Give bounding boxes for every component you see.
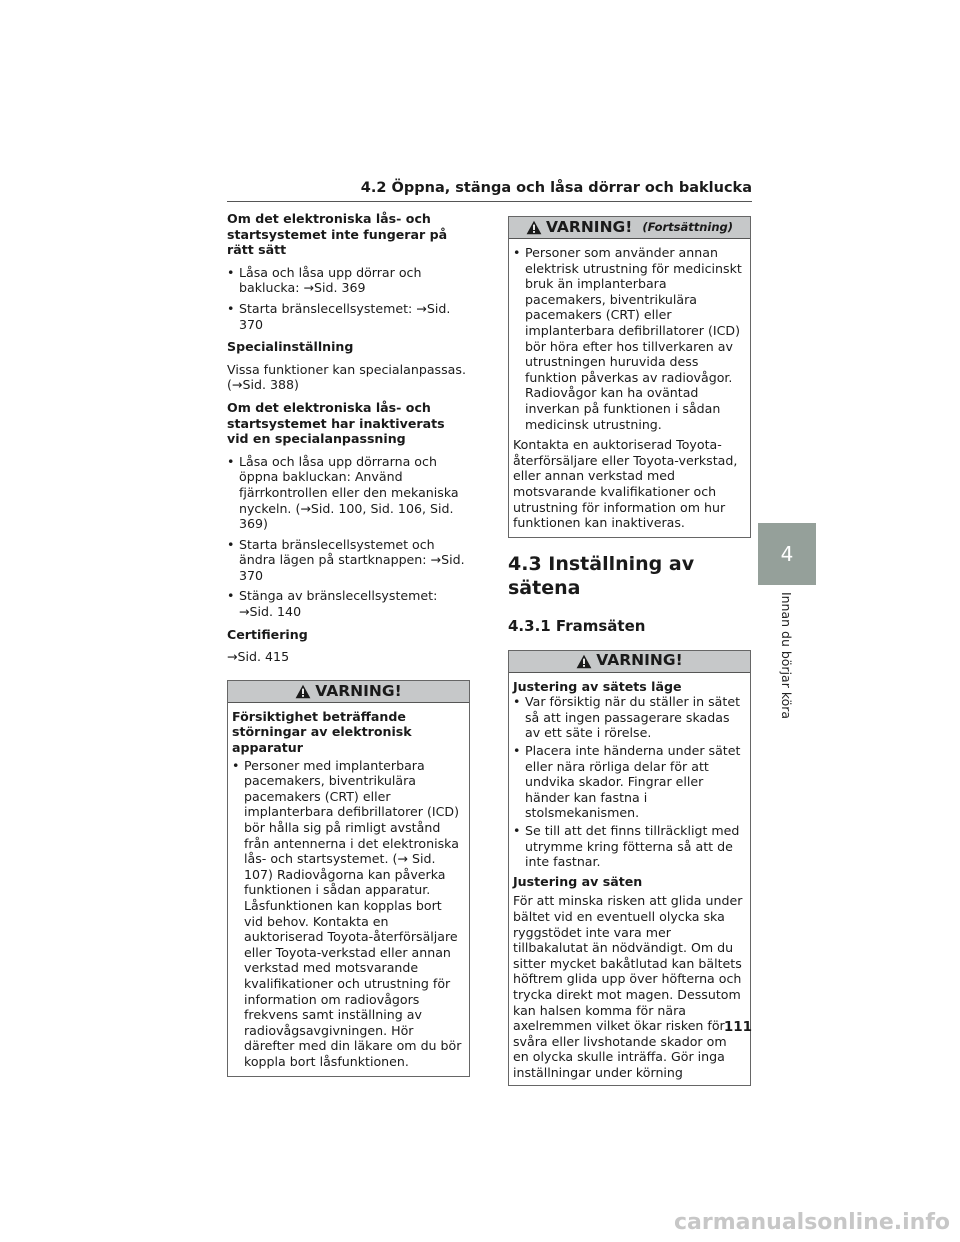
deactivated-list [227, 454, 470, 620]
warning-triangle-icon [295, 684, 311, 699]
warning-box-interference [227, 680, 470, 1077]
warning-header [509, 217, 750, 239]
warning-title: VARNING! [596, 651, 683, 670]
warning-header [509, 651, 750, 673]
subsection-heading: 4.3.1 Framsäten [508, 616, 646, 635]
heading-deactivated: Om det elektroniska lås- och startsystemet har inaktiverats vid en specialanpassning [227, 399, 445, 447]
warning-body [509, 239, 750, 537]
list-item: • Stänga av bränslecellsystemet: →Sid. 140 [227, 588, 470, 619]
heading-customization: Specialinställning [227, 339, 354, 355]
warning-body [228, 703, 469, 1076]
list-item: • Personer som använder annan elektrisk utrustning för medicinskt bruk än implanterbara pacemakers, biventrikulära pacemakers (CRT) eller implanterbara defibrillatorer (ICD) bör höra efter hos tillverkaren av utrustningen huruvida dess funktion påverkas av radiovågor. Radiovågor kan ha oväntad inverkan på funktionen i sådan medicinsk utrustning. [513, 245, 744, 432]
customization-text: Vissa funktioner kan specialanpassas. (→Sid. 388) [227, 361, 466, 393]
list-item: • Låsa och låsa upp dörrar och baklucka: →Sid. 369 [227, 265, 470, 296]
list-item: • Personer med implanterbara pacemakers, biventrikulära pacemakers (CRT) eller implanterbara defibrillatorer (ICD) bör hålla sig på rimligt avstånd från antennerna i det elektroniska lås- och startsystemet. (→ Sid. 107) Radiovågorna kan påverka funktionen i sådan apparatur. Låsfunktionen kan kopplas bort vid behov. Kontakta en auktoriserad Toyota-återförsäljare eller Toyota-verkstad eller annan verkstad med motsvarande kvalifikationer och utrustning för information om radiovågors frekvens samt inställning av radiovågsavgivningen. Hör därefter med din läkare om du bör koppla bort låsfunktionen. [232, 758, 463, 1070]
chapter-number: 4 [780, 542, 794, 566]
warning-list [232, 758, 463, 1070]
left-column [227, 211, 470, 1077]
warning-subheading: Försiktighet beträffande störningar av elektronisk apparatur [232, 708, 412, 756]
running-header: 4.2 Öppna, stänga och låsa dörrar och baklucka [227, 178, 752, 202]
watermark: carmanualsonline.info [674, 1210, 950, 1235]
certification-text: →Sid. 415 [227, 649, 290, 665]
section-heading: 4.3 Inställning av sätena [508, 552, 695, 599]
heading-certification: Certifiering [227, 626, 308, 642]
warning-paragraph: För att minska risken att glida under bältet vid en eventuell olycka ska ryggstödet inte vara mer tillbakalutat än nödvändigt. Om du sitter mycket bakåtlutad kan bältets höftrem glida upp över höfterna och trycka direkt mot magen. Dessutom kan halsen komma för nära axelremmen vilket ökar risken för svåra eller livshotande skador om en olycka skulle inträffa. Gör inga inställningar under körning [513, 893, 743, 1080]
list-item: • Placera inte händerna under sätet eller nära rörliga delar för att undvika skador. Fingrar eller händer kan fastna i stolsmekanismen. [513, 743, 744, 821]
warning-title: VARNING! [315, 681, 402, 700]
list-item: • Starta bränslecellsystemet: →Sid. 370 [227, 301, 470, 332]
warning-subheading: Justering av säten [513, 873, 643, 889]
list-item: • Var försiktig när du ställer in sätet så att ingen passagerare skadas av ett säte i rörelse. [513, 694, 744, 741]
heading-malfunction: Om det elektroniska lås- och startsystemet inte fungerar på rätt sätt [227, 211, 448, 258]
malfunction-list [227, 265, 470, 332]
warning-subheading: Justering av sätets läge [513, 678, 682, 694]
list-item: • Se till att det finns tillräckligt med utrymme kring fötterna så att de inte fastnar. [513, 823, 744, 870]
warning-triangle-icon [526, 220, 542, 235]
chapter-side-label [742, 593, 832, 718]
warning-box-continued [508, 216, 751, 538]
list-item: • Starta bränslecellsystemet och ändra lägen på startknappen: →Sid. 370 [227, 537, 470, 584]
warning-title: VARNING! [545, 217, 633, 236]
warning-subtitle: (Fortsättning) [642, 219, 734, 234]
warning-list [513, 245, 744, 432]
page-number: 111 [723, 1019, 752, 1035]
warning-header [228, 681, 469, 703]
chapter-tab [758, 523, 816, 585]
warning-paragraph: Kontakta en auktoriserad Toyota-återförsäljare eller Toyota-verkstad, eller annan verkstad med motsvarande kvalifikationer och utrustning för information om hur funktionen kan inaktiveras. [513, 437, 738, 531]
chapter-title-vertical: Innan du börjar köra [779, 591, 795, 720]
warning-triangle-icon [576, 654, 592, 669]
warning-list [513, 694, 744, 870]
list-item: • Låsa och låsa upp dörrarna och öppna bakluckan: Använd fjärrkontrollen eller den mekaniska nyckeln. (→Sid. 100, Sid. 106, Sid. 369) [227, 454, 470, 532]
right-column [508, 216, 751, 1086]
